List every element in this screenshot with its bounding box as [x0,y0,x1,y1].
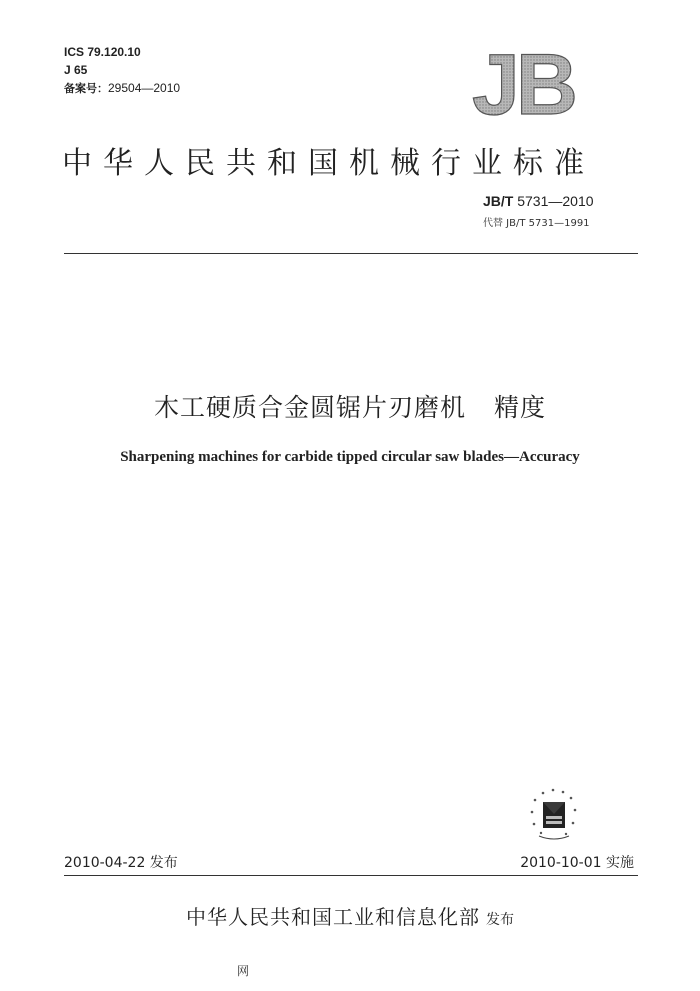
replaces-standard: 代替 JB/T 5731—1991 [483,218,590,229]
title-cn-sub: 精度 [494,393,547,422]
svg-text:JB: JB [472,44,574,120]
publisher-seal [521,782,587,844]
document-title-cn [0,388,700,424]
publisher-name: 中华人民共和国工业和信息化部 [186,905,480,929]
j-code: J 65 [64,63,88,77]
issue-date: 2010-04-22 发布 [64,855,178,871]
filing-label: 备案号： [64,82,108,95]
effective-date: 2010-10-01 实施 [520,855,634,871]
jb-logo [470,44,606,120]
standard-category-title: 中华人民共和国机械行业标准 [62,146,595,181]
standard-prefix: JB/T [483,193,514,209]
ics-code: ICS 79.120.10 [64,45,141,59]
top-divider [64,253,638,254]
publisher-suffix: 发布 [486,912,514,928]
footer-mark: 网 [237,964,250,978]
title-cn-main: 木工硬质合金圆锯片刃磨机 [153,393,466,422]
filing-value: 29504—2010 [108,81,181,95]
bottom-divider [64,875,638,876]
publisher-line [0,901,700,930]
standard-number-value: 5731—2010 [517,193,594,209]
filing-number [64,80,180,97]
document-title-en: Sharpening machines for carbide tipped circular saw blades—Accuracy [120,449,580,465]
standard-number [483,193,594,209]
